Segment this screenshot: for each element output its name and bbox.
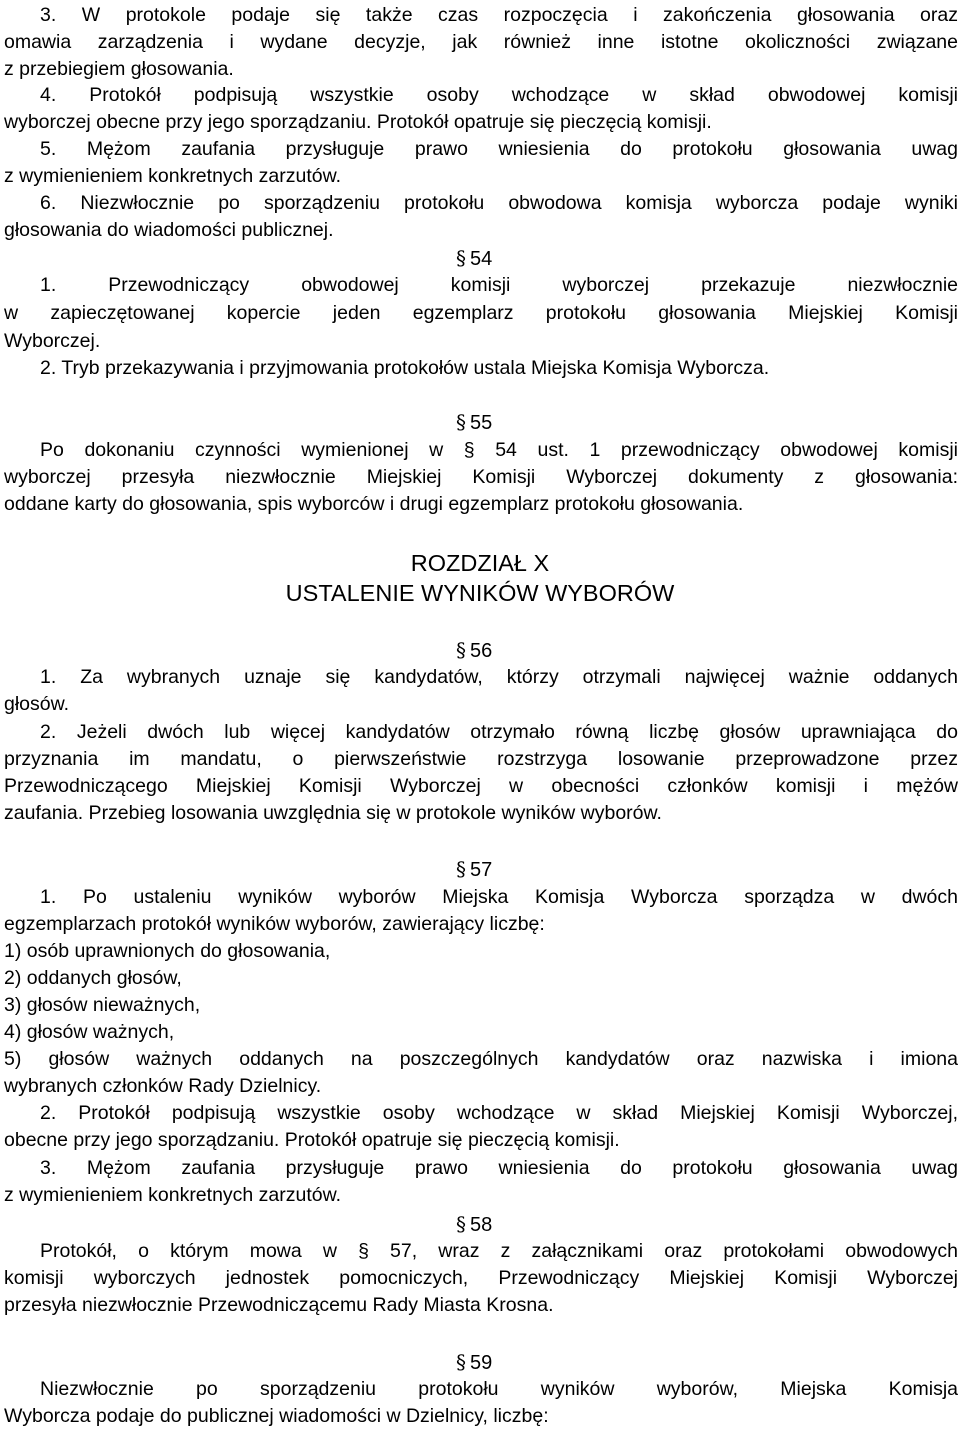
text-line: głosów.: [4, 693, 70, 715]
text-line: Przewodniczącego Miejskiej Komisji Wyborczej w obecności członków komisji i mężów: [4, 775, 958, 797]
text-line: zaufania. Przebieg losowania uwzględnia się w protokole wyników wyborów.: [4, 802, 662, 824]
section-sign-icon: §: [456, 857, 466, 881]
text-line: Wyborczej.: [4, 330, 101, 352]
text-line: 2. Tryb przekazywania i przyjmowania protokołów ustala Miejska Komisja Wyborcza.: [40, 357, 770, 379]
section-sign-icon: §: [456, 410, 466, 434]
chapter-heading: USTALENIE WYNIKÓW WYBORÓW: [285, 580, 675, 606]
text-line: oddane karty do głosowania, spis wyborców i drugi egzemplarz protokołu głosowania.: [4, 493, 744, 515]
text-line: 1) osób uprawnionych do głosowania,: [4, 940, 331, 962]
text-line: 3) głosów nieważnych,: [4, 994, 201, 1016]
text-line: przesyła niezwłocznie Przewodniczącemu Rady Miasta Krosna.: [4, 1294, 554, 1316]
text-line: 1. Przewodniczący obwodowej komisji wyborczej przekazuje niezwłocznie: [40, 274, 958, 296]
text-line: wybranych członków Rady Dzielnicy.: [4, 1075, 322, 1097]
section-heading: [456, 636, 492, 664]
section-heading: [456, 408, 492, 436]
text-line: w zapieczętowanej kopercie jeden egzemplarz protokołu głosowania Miejskiej Komisji: [4, 302, 958, 324]
text-line: 2. Protokół podpisują wszystkie osoby wchodzące w skład Miejskiej Komisji Wyborczej,: [40, 1102, 958, 1124]
section-heading: [456, 244, 492, 272]
section-sign-icon: §: [456, 1212, 466, 1236]
section-heading: [456, 1348, 492, 1376]
text-line: 4. Protokół podpisują wszystkie osoby wchodzące w skład obwodowej komisji: [40, 84, 958, 106]
text-line: 4) głosów ważnych,: [4, 1021, 175, 1043]
text-line: omawia zarządzenia i wydane decyzje, jak również inne istotne okoliczności związane: [4, 31, 958, 53]
section-heading: [456, 1210, 492, 1238]
section-sign-icon: §: [456, 246, 466, 270]
section-number: 55: [470, 412, 493, 434]
text-line: Protokół, o którym mowa w § 57, wraz z załącznikami oraz protokołami obwodowych: [40, 1240, 958, 1262]
text-line: z przebiegiem głosowania.: [4, 58, 234, 80]
section-number: 58: [470, 1214, 493, 1236]
text-line: 3. Mężom zaufania przysługuje prawo wniesienia do protokołu głosowania uwag: [40, 1157, 958, 1179]
chapter-heading: ROZDZIAŁ X: [410, 550, 550, 576]
text-line: 5. Mężom zaufania przysługuje prawo wniesienia do protokołu głosowania uwag: [40, 138, 958, 160]
section-number: 59: [470, 1352, 493, 1374]
text-line: z wymienieniem konkretnych zarzutów.: [4, 165, 342, 187]
section-heading: [456, 855, 492, 883]
section-number: 54: [470, 248, 493, 270]
section-number: 56: [470, 640, 493, 662]
text-line: głosowania do wiadomości publicznej.: [4, 219, 334, 241]
text-line: 1. Po ustaleniu wyników wyborów Miejska Komisja Wyborcza sporządza w dwóch: [40, 886, 958, 908]
text-line: 2) oddanych głosów,: [4, 967, 182, 989]
text-line: obecne przy jego sporządzaniu. Protokół opatruje się pieczęcią komisji.: [4, 1129, 620, 1151]
text-line: 6. Niezwłocznie po sporządzeniu protokołu obwodowa komisja wyborcza podaje wyniki: [40, 192, 958, 214]
text-line: Wyborcza podaje do publicznej wiadomości w Dzielnicy, liczbę:: [4, 1405, 549, 1427]
text-line: Niezwłocznie po sporządzeniu protokołu wyników wyborów, Miejska Komisja: [40, 1378, 958, 1400]
section-sign-icon: §: [456, 638, 466, 662]
text-line: Po dokonaniu czynności wymienionej w § 54 ust. 1 przewodniczący obwodowej komisji: [40, 439, 958, 461]
text-line: 5) głosów ważnych oddanych na poszczególnych kandydatów oraz nazwiska i imiona: [4, 1048, 958, 1070]
text-line: 2. Jeżeli dwóch lub więcej kandydatów otrzymało równą liczbę głosów uprawniająca do: [40, 721, 958, 743]
text-line: wyborczej przesyła niezwłocznie Miejskiej Komisji Wyborczej dokumenty z głosowania:: [4, 466, 958, 488]
text-line: 3. W protokole podaje się także czas rozpoczęcia i zakończenia głosowania oraz: [40, 4, 958, 26]
text-line: z wymienieniem konkretnych zarzutów.: [4, 1184, 342, 1206]
section-number: 57: [470, 859, 493, 881]
text-line: przyznania im mandatu, o pierwszeństwie rozstrzyga losowanie przeprowadzone przez: [4, 748, 958, 770]
section-sign-icon: §: [456, 1350, 466, 1374]
text-line: 1. Za wybranych uznaje się kandydatów, którzy otrzymali najwięcej ważnie oddanych: [40, 666, 958, 688]
text-line: egzemplarzach protokół wyników wyborów, zawierający liczbę:: [4, 913, 545, 935]
text-line: wyborczej obecne przy jego sporządzaniu. Protokół opatruje się pieczęcią komisji.: [4, 111, 712, 133]
text-line: komisji wyborczych jednostek pomocniczych, Przewodniczący Miejskiej Komisji Wyborczej: [4, 1267, 958, 1289]
